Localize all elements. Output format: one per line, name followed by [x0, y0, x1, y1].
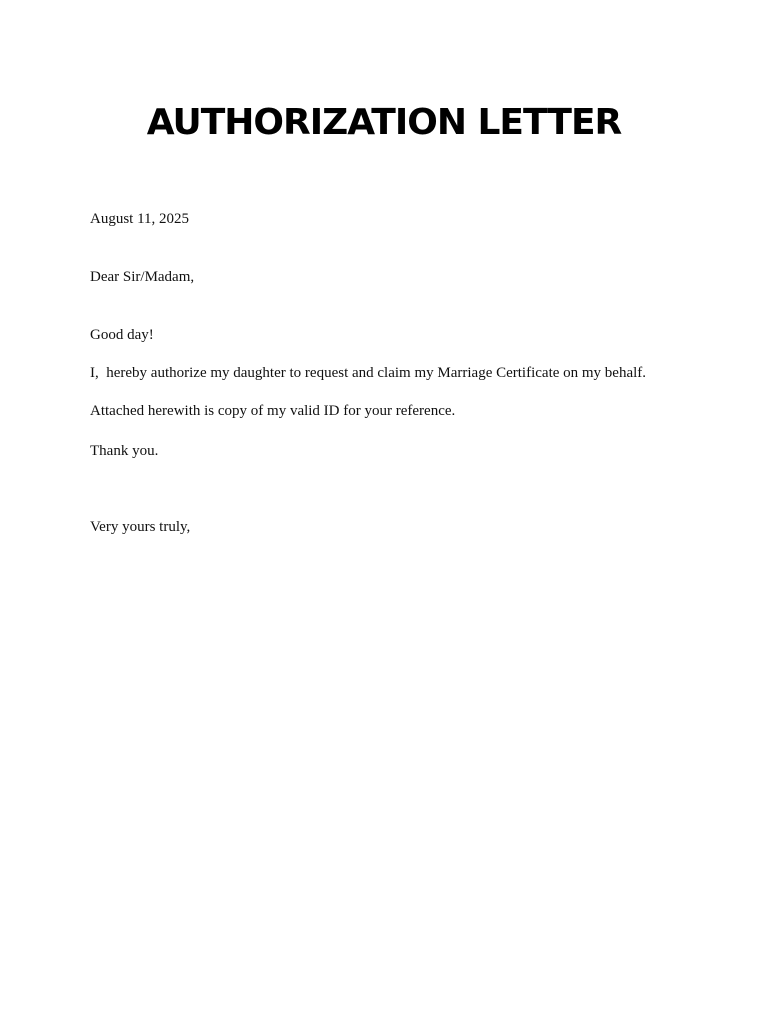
letter-date: August 11, 2025 — [90, 211, 190, 227]
letter-closing: Very yours truly, — [90, 519, 191, 535]
letter-greeting: Good day! — [90, 327, 154, 343]
letter-title: AUTHORIZATION LETTER — [146, 102, 622, 143]
letter-paragraph-authorization: I, hereby authorize my daughter to request and claim my Marriage Certificate on my behalf. — [90, 365, 647, 381]
letter-paragraph-attachment: Attached herewith is copy of my valid ID for your reference. — [90, 403, 456, 419]
letter-salutation: Dear Sir/Madam, — [90, 269, 195, 285]
letter-thanks: Thank you. — [90, 443, 159, 459]
